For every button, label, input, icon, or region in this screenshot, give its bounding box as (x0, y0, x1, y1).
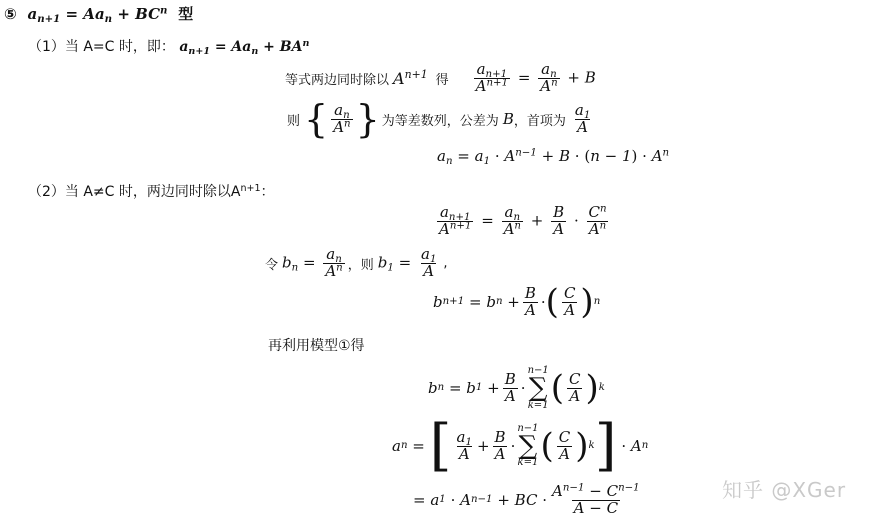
first-term-text: ，首项为 (513, 113, 566, 129)
divisor-expression: $A^{n+1}$ (393, 67, 428, 88)
case2-label: （2）当 A≠C 时，两边同时除以A (28, 184, 241, 200)
ze-text: 则 (287, 113, 301, 129)
case1-divide-line (285, 62, 596, 95)
divide-text: 等式两边同时除以 (285, 72, 390, 88)
circled-number-marker: ⑤ (4, 5, 17, 23)
case1-arith-line (287, 97, 595, 141)
sequence-set: { $\frac{a_n}{A^n}$ } (304, 97, 380, 141)
watermark: 知乎 @XGer (722, 478, 847, 502)
substitution-line: 令 $b_n$ = $\frac{a_n}{A^n}$ ，则 $b_1$ = $\frac{a_1}{A}$ , (265, 245, 448, 280)
an-closed-form: = a 1 · A n−1 + BC · $\frac{A^{n-1} - C^{n-1}}{A - C}$ (413, 482, 640, 517)
de-text: 得 (435, 72, 449, 88)
case1-label: （1）当 A=C 时，即： (28, 39, 175, 55)
case2-label-tail: ： (260, 184, 275, 200)
bn-definition: $b_n$ = $\frac{a_n}{A^n}$ (282, 245, 343, 280)
model-text: 再利用模型①得 (268, 338, 365, 354)
b1-definition: $b_1$ = $\frac{a_1}{A}$ (377, 245, 437, 280)
an-expression: a n = [ $\frac{a_1}{A}$ + $\frac{B}{A}$ · n−1 ∑ k=1 ( $\frac{C}{A}$ ) k ] · A n (392, 413, 649, 478)
case1-divided-equation: $\frac{a_{n+1}}{A^{n+1}}$ = $\frac{a_n}{A^n}$ + B (475, 60, 596, 95)
case2-label-superscript: n+1 (240, 182, 261, 194)
let-text: 令 (265, 257, 279, 273)
type-label: 型 (178, 5, 194, 23)
case2-divided-equation: $\frac{a_{n+1}}{A^{n+1}}$ = $\frac{a_n}{A^n}$ + $\frac{B}{A}$ · $\frac{C^n}{A^n}$ (439, 203, 607, 238)
bn-recurrence: b n+1 = b n + $\frac{B}{A}$ · ( $\frac{C}{A}$ ) n (433, 282, 601, 322)
arith-text: 为等差数列，公差为 (381, 113, 499, 129)
first-term-fraction: $\frac{a_1}{A}$ (574, 100, 591, 136)
case1-recurrence: $a_{n+1} = Aa_n + BA^n$ (179, 37, 310, 57)
then-text: ，则 (347, 257, 374, 273)
common-difference: B (502, 110, 514, 128)
case1-general-term: $a_n = a_1 \cdot A^{n-1} + B \cdot (n - 1) \cdot A^n$ (437, 147, 670, 168)
recurrence-formula: $a_{n+1} = Aa_n + BC^n$ (27, 4, 168, 26)
bn-summation: b n = b 1 + $\frac{B}{A}$ · n−1 ∑ k=1 ( $\frac{C}{A}$ ) k (428, 365, 605, 411)
case2-heading (28, 181, 275, 201)
model-heading (4, 3, 193, 24)
case1-heading (28, 36, 309, 56)
